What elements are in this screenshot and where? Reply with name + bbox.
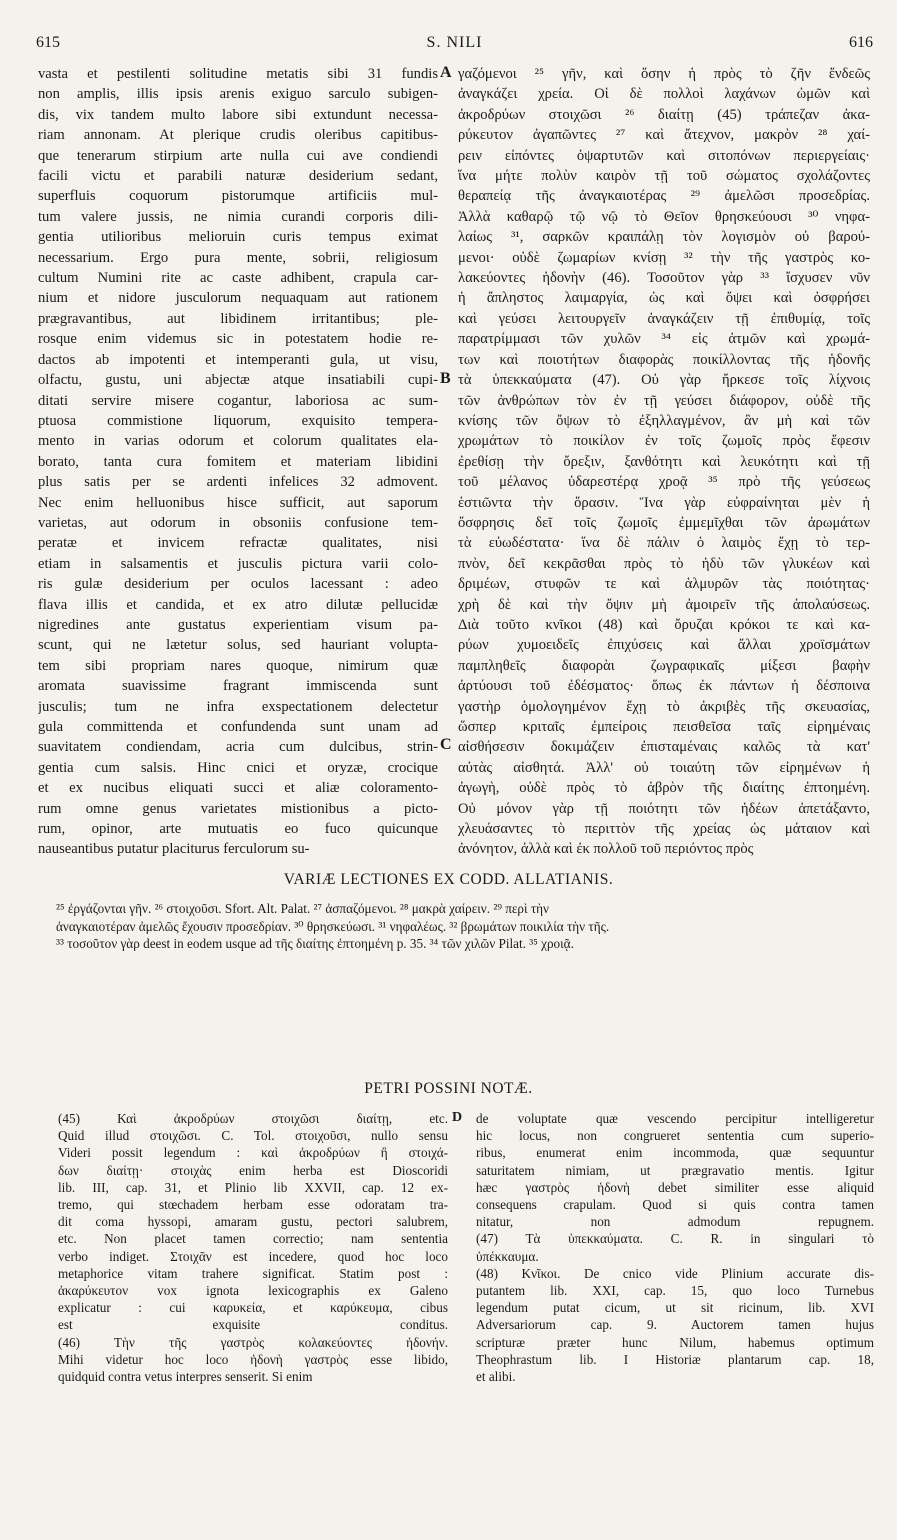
- latin-line: olfactu, gustu, uni abjectæ atque insatiabili cupi-: [38, 372, 438, 389]
- greek-line: τῶν ἀνθρώπων τὸν ἐν τῇ γεύσει διάφορον, οὐδὲ τῆς: [458, 392, 870, 409]
- greek-line: κνίσης τῶν ὄψων τὸ ἐξηλλαγμένον, ἂν μὴ καὶ τῶν: [458, 412, 870, 429]
- latin-line: tem sibi propriam nares quoque, nimirum quæ: [38, 657, 438, 674]
- greek-line: χρὴ δὲ καὶ τὴν ὄψιν μὴ ἀμοιρεῖν τῆς ἀπολαύσεως.: [458, 596, 870, 613]
- latin-line: et ex nucibus eliquati succi et aliæ coloramento-: [38, 780, 438, 797]
- note-line: nitatur, non admodum repugnem.: [476, 1214, 874, 1230]
- page-header: [36, 34, 873, 54]
- latin-text-column: [38, 64, 438, 860]
- greek-line: πνὸν, δεῖ κεκρᾶσθαι πρὸς τὸ ἡδὺ τῶν γλυκέων καὶ: [458, 555, 870, 572]
- greek-line: λακεύοντες ἡδονὴν (46). Τοσοῦτον γὰρ ³³ ἴσχυσεν νῦν: [458, 270, 870, 287]
- greek-line: ἀνόνητον, ἀλλὰ καὶ ἐκ πολλοῦ τοῦ περιόντος πρὸς: [458, 841, 754, 858]
- latin-line: vasta et pestilenti solitudine metatis sibi 31 fundis: [38, 66, 438, 82]
- note-line: explicatur : cui καρυκεία, et καρύκευμα, cibus: [58, 1300, 448, 1316]
- note-line: consequens crapulam. Quod si quis contra tamen: [476, 1197, 874, 1213]
- greek-line: τοῦ μέλανος ὑδαρεστέρᾳ χροᾷ ³⁵ πρὸ τῆς γεύσεως: [458, 474, 870, 491]
- latin-line: ditati servire misere cogantur, laboriosa ac sum-: [38, 392, 438, 409]
- latin-line: borato, tanta cura fomitem et materiam libidini: [38, 453, 438, 470]
- greek-line: τὰ εὐωδέστατα· ἵνα δὲ πάλιν ὁ λαιμὸς ἔχῃ τὸ τερ-: [458, 535, 870, 552]
- greek-line: τὰ ὑπεκκαύματα (47). Οὐ γὰρ ἤρκεσε τοῖς λίχνοις: [458, 372, 870, 389]
- note-line: verbo indiget. Στοιχᾶν est incedere, quod hoc loco: [58, 1248, 448, 1264]
- note-line: Mihi videtur hoc loco ἡδονὴ γαστρὸς esse libido,: [58, 1351, 448, 1367]
- latin-line: facili victu et parabili naturæ desiderium sedant,: [38, 168, 438, 185]
- greek-line: ὥσπερ κριταῖς ἐμπείροις πεισθεῖσα ταῖς εἰρημέναις: [458, 719, 870, 735]
- note-line: de voluptate quæ vescendo percipitur intelligeretur: [476, 1111, 874, 1126]
- greek-line: χλευάσαντες τὸ περιττὸν τῆς χρείας ὡς μάταιον καὶ: [458, 821, 870, 838]
- variant-reading-line: ²⁵ ἐργάζονται γῆν. ²⁶ στοιχοῦσι. Sfort. Alt. Palat. ²⁷ ἀσπαζόμενοι. ²⁸ μακρὰ χαίρειν. ²⁹ περὶ τὴν: [56, 901, 549, 916]
- latin-line: suavitatem condiendam, acria cum dulcibus, strin-: [38, 739, 438, 756]
- variae-lectiones: [56, 900, 876, 953]
- notes-title: PETRI POSSINI NOTÆ.: [364, 1080, 533, 1097]
- latin-line: rosque enim videmus sic in potestatem hodie re-: [38, 331, 438, 348]
- note-line: metaphorice vitam trahere significat. Statim post :: [58, 1265, 448, 1281]
- greek-line: θεραπείᾳ τῆς ἀναγκαιοτέρας ²⁹ ἀμελῶσι προσεδρίας.: [458, 188, 870, 205]
- greek-line: ἀγωγὴ, οὐδὲ πρὸς τὸ ἁβρὸν τῆς διαίτης ἐπτοημένη.: [458, 780, 870, 797]
- latin-line: prægravantibus, aut libidinem irritantibus; ple-: [38, 310, 438, 327]
- greek-line: καὶ γεύσει λειτουργεῖν ἀναγκάζειν τῇ ἐπιθυμίᾳ, τοῖς: [458, 310, 870, 327]
- note-line: Theophrastum lib. I Historiæ plantarum cap. 18,: [476, 1351, 874, 1367]
- latin-line: jusculis; tum ne infra exspectationem delectetur: [38, 698, 438, 715]
- variant-reading-line: ³³ τοσοῦτον γὰρ deest in eodem usque ad τῆς διαίτης ἐπτοημένη p. 35. ³⁴ τῶν χιλῶν Pilat. ³⁵ χροιᾷ.: [56, 936, 574, 951]
- greek-line: ἀκροδρύων στοιχῶσι ²⁶ διαίτῃ (45) τράπεζαν ἀκα-: [458, 106, 870, 123]
- greek-line: ἡ ἄπληστος λαιμαργία, ὡς καὶ ὄψει καὶ ὀσφρήσει: [458, 290, 870, 307]
- greek-line: γαζόμενοι ²⁵ γῆν, καὶ ὅσην ἡ πρὸς τὸ ζῆν ἔνδεῶς: [458, 66, 870, 82]
- latin-line: superfluis coquorum pistorumque artificiis mul-: [38, 188, 438, 205]
- note-line: ribus, enumerat enim incommoda, quæ sequuntur: [476, 1145, 874, 1161]
- running-title: S. NILI: [426, 34, 483, 51]
- latin-line: gula committenda et confundenda sunt unam ad: [38, 719, 438, 735]
- latin-line: peratæ et invicem refractæ qualitates, nisi: [38, 535, 438, 552]
- latin-line: dactos ab impotenti et intemperanti gula, ut visu,: [38, 351, 438, 368]
- latin-line: tum valere jussis, ne nimia curandi corporis dili-: [38, 208, 438, 225]
- latin-line: riam annonam. At plerique crudis oleribus capitibus-: [38, 127, 438, 144]
- greek-line: ἑστιῶντα τὴν ὅρασιν. Ἵνα γὰρ εὐφραίνηται μὲν ἡ: [458, 494, 870, 511]
- note-line: (46) Τὴν τῆς γαστρὸς κολακεύοντες ἡδονήν.: [58, 1334, 448, 1350]
- latin-line: plus satis per se ardenti infelices 32 admovent.: [38, 474, 438, 491]
- latin-line: nigredines ante gustatus experientiam visum pa-: [38, 616, 438, 633]
- latin-line: ris gulæ desiderium per oculos lacessant : adeo: [38, 576, 438, 593]
- note-line: (48) Κνῖκοι. De cnico vide Plinium accurate dis-: [476, 1265, 874, 1281]
- greek-text-column: [458, 64, 870, 860]
- note-line: est exquisite conditus.: [58, 1317, 448, 1333]
- note-line: putantem lib. XXI, cap. 15, quo loco Turnebus: [476, 1283, 874, 1299]
- latin-line: rum omne genus varietates mistionibus a picto-: [38, 800, 438, 817]
- note-line: etc. Non placet tamen correctio; nam sententia: [58, 1231, 448, 1247]
- greek-line: δριμέων, στυφῶν τε καὶ ἁλμυρῶν τὰς ποιότητας·: [458, 576, 870, 593]
- greek-line: λαίως ³¹, σαρκῶν κραιπάλῃ τὸν λογισμὸν οὐ βαρού-: [458, 229, 870, 246]
- latin-line: cultum Numini rite ac caste adhibent, crapula car-: [38, 270, 438, 287]
- latin-line: nium et nidore jusculorum nequaquam aut rationem: [38, 290, 438, 307]
- note-line: et alibi.: [476, 1369, 516, 1385]
- margin-letter-b: B: [440, 370, 451, 387]
- note-line: hæc γαστρὸς ἡδονὴ debet similiter esse aliquid: [476, 1179, 874, 1195]
- note-line: Quid illud στοιχῶσι. C. Tol. στοιχοῦσι, nullo sensu: [58, 1128, 448, 1144]
- greek-line: αἰσθήσεσιν δοκιμάζειν ἐπισταμέναις καλῶς τὰ κατ': [458, 739, 870, 756]
- note-line: lib. III, cap. 31, et Plinio lib XXVII, cap. 12 ex-: [58, 1179, 448, 1195]
- greek-line: ἵνα μήτε πολὺν καιρὸν τῇ τοῦ σώματος σχολάζοντες: [458, 168, 870, 185]
- greek-line: μενοι· οὐδὲ ζωμαρίων κνίσῃ ³² τὴν τῆς γαστρὸς κο-: [458, 249, 870, 266]
- margin-letter-a: A: [440, 64, 452, 81]
- greek-line: των καὶ ποιοτήτων διαφορὰς ποικίλλοντας τῆς ἡδονῆς: [458, 351, 870, 368]
- latin-line: aromata suavissime fragrant immiscenda sunt: [38, 678, 438, 695]
- greek-line: χρωμάτων τὸ ποικίλον ἐν τοῖς ζωμοῖς πρὸς ἔφεσιν: [458, 433, 870, 450]
- note-line: legendum putat cicum, ut sit ricinum, lib. XVI: [476, 1300, 874, 1316]
- greek-line: Ἀλλὰ καθαρῷ τῷ νῷ τὸ Θεῖον θρησκεύουσι ³⁰ νηφα-: [458, 208, 870, 225]
- greek-line: ρειν εἰπόντες ὀψαρτυτῶν καὶ σιτοπόνων περιεργείαις·: [458, 147, 870, 164]
- note-line: Adversariorum cap. 9. Auctorem tamen hujus: [476, 1317, 874, 1333]
- latin-line: etiam in salsamentis et jusculis pictura varii colo-: [38, 555, 438, 572]
- greek-line: αὐτὰς αἰσθητά. Ἀλλ' οὐ τοιαύτη τῶν εἰρημένων ἡ: [458, 759, 870, 776]
- latin-line: necessarium. Ergo pura mente, sobrii, religiosum: [38, 249, 438, 266]
- latin-line: gentia utilioribus melioruin curis tempus eximat: [38, 229, 438, 246]
- margin-letter-c: C: [440, 736, 452, 753]
- greek-line: ρύκευτον ἀγαπῶντες ²⁷ καὶ ἄτεχνον, μακρὸν ²⁸ χαί-: [458, 127, 870, 144]
- greek-line: ρύων χυμοειδεῖς ἐπιχύσεις καὶ ἄλλαι χροϊσμάτων: [458, 637, 870, 654]
- note-line: scripturæ præter hunc Nilum, habemus optimum: [476, 1334, 874, 1350]
- greek-line: Διὰ τοῦτο κνῖκοι (48) καὶ ὄρυζαι κρόκοι τε καὶ κα-: [458, 616, 870, 633]
- note-line: Videri possit legendum : καὶ ἀκροδρύων ἢ στοιχά-: [58, 1145, 448, 1161]
- greek-line: Οὐ μόνον γὰρ τῇ ποιότητι τῶν ἡδέων ἀπετάξαντο,: [458, 800, 870, 817]
- greek-line: ἐρεθίσῃ τὴν ὄρεξιν, ξανθότητι καὶ λευκότητι καὶ τῇ: [458, 453, 870, 470]
- latin-line: gentia cum salsis. Hinc cnici et oryzæ, crocique: [38, 759, 438, 776]
- variant-reading-line: ἀναγκαιοτέραν ἀμελῶς ἔχουσιν προσεδρίαν. ³⁰ θρησκεύωσι. ³¹ νηφαλέως. ³² βρωμάτων ποικιλία τὴν τῆς.: [56, 918, 610, 934]
- greek-line: παρατρίμμασι τῶν χυλῶν ³⁴ εἰς ἀτμῶν καὶ χρωμά-: [458, 331, 870, 348]
- latin-line: scunt, qui ne lætetur solus, sed hauriant volupta-: [38, 637, 438, 654]
- latin-line: nauseantibus putatur placiturus ferculorum su-: [38, 841, 310, 858]
- greek-line: παμπληθεῖς διαφορὰι ζωγραφικαῖς μίξεσι βαφὴν: [458, 657, 870, 674]
- variae-lectiones-title: VARIÆ LECTIONES EX CODD. ALLATIANIS.: [283, 871, 614, 888]
- latin-line: rum, opinor, arte mutuatis eo fuco quicunque: [38, 821, 438, 838]
- latin-line: Nec enim helluonibus hisce sufficit, aut saporum: [38, 494, 438, 511]
- greek-line: ἀναγκάζει χρεία. Οἱ δὲ πολλοὶ λαχάνων ὠμῶν καὶ: [458, 86, 870, 103]
- page-number-left: 615: [36, 34, 60, 51]
- latin-line: ptuosa commistione liquorum, exquisito tempera-: [38, 412, 438, 429]
- latin-line: que tenerarum stirpium arte nulla cui ave condiendi: [38, 147, 438, 164]
- page-number-right: 616: [849, 34, 873, 51]
- note-line: saturitatem nimiam, ut prægravatio mentis. Igitur: [476, 1162, 874, 1178]
- note-line: tremo, qui stœchadem herbam esse odoratam tra-: [58, 1197, 448, 1213]
- note-line: quidquid contra vetus interpres senserit. Si enim: [58, 1369, 313, 1385]
- notes-left-column: [58, 1110, 448, 1385]
- greek-line: γαστὴρ ὁμολογημένον ἔχῃ τὸ ἀκριβὲς τῆς σκευασίας,: [458, 698, 870, 715]
- note-line: (47) Τὰ ὑπεκκαύματα. C. R. in singulari τὸ: [476, 1231, 874, 1247]
- notes-right-column: [476, 1110, 874, 1385]
- note-line: δων διαίτῃ· στοιχὰς enim herba est Dioscoridi: [58, 1162, 448, 1178]
- margin-letter-d: D: [452, 1110, 463, 1125]
- latin-line: non amplis, illis ipsis arenis exiguo sarculo subigen-: [38, 86, 438, 103]
- latin-line: mento in varias odorum et colorum qualitates ela-: [38, 433, 438, 450]
- latin-line: flava illis et candida, et ex atro dilutæ pellucidæ: [38, 596, 438, 613]
- greek-line: ὄσφρησις δεῖ τοῖς ζωμοῖς ἐμμεμῖχθαι τῶν ἀρωμάτων: [458, 514, 870, 531]
- note-line: ὑπέκκαυμα.: [476, 1248, 539, 1264]
- latin-line: varietas, aut odorum in obsoniis confusione tem-: [38, 514, 438, 531]
- note-line: (45) Καὶ ἀκροδρύων στοιχῶσι διαίτῃ, etc.: [58, 1111, 448, 1126]
- greek-line: ἀρτύουσι τοῦ ἐδέσματος· ὅπως ἐκ πάντων ἡ δέσποινα: [458, 678, 870, 695]
- note-line: ἀκαρύκευτον vox ignota lexicographis ex Galeno: [58, 1283, 448, 1299]
- note-line: dit coma hyssopi, amaram gustu, pectori salubrem,: [58, 1214, 448, 1230]
- latin-line: dis, vix tandem multo labore sibi extundunt necessa-: [38, 106, 438, 123]
- note-line: hic locus, non congrueret sententia cum superio-: [476, 1128, 874, 1144]
